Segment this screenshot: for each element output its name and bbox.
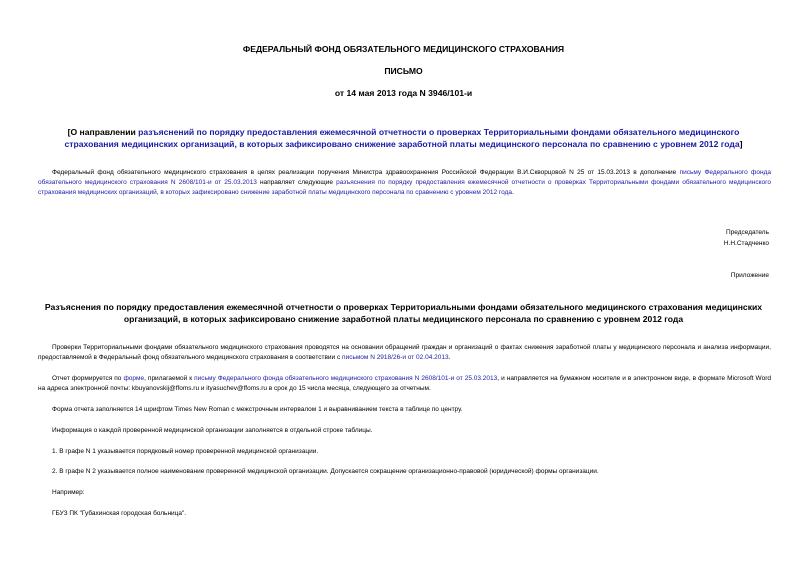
title-open: [О направлении: [67, 127, 139, 137]
org-heading: ФЕДЕРАЛЬНЫЙ ФОНД ОБЯЗАТЕЛЬНОГО МЕДИЦИНСКОГО СТРАХОВАНИЯ: [242, 44, 565, 54]
annex-line-rows: Информация о каждой проверенной медицинской организации заполняется в отдельной строке таблицы.: [52, 427, 373, 434]
intro-text-1: Федеральный фонд обязательного медицинского страхования в целях реализации поручения Министра здравоохранения Российской Федерации В.И.Скворцовой N 25 от 15.03.2013 в дополнение: [52, 169, 680, 176]
intro-paragraph: [38, 168, 771, 198]
annex-p1-text-b: .: [448, 354, 451, 361]
doc-type-heading: ПИСЬМО: [384, 66, 423, 76]
annex-label: Приложение: [730, 272, 769, 279]
annex-p2-text-a: Отчет формируется по: [52, 375, 124, 382]
intro-link-clarifications[interactable]: разъяснения по порядку предоставления ежемесячной отчетности о проверках Территориальными фондами обязательного медицинского страхования медицинских организаций, в которых зафиксировано снижение заработной платы медицинского персонала по сравнению с уровнем 2012 года: [38, 179, 771, 196]
signature-role: Председатель: [725, 229, 769, 236]
date-number-heading: от 14 мая 2013 года N 3946/101-и: [334, 88, 473, 98]
signature-name: Н.Н.Стадченко: [723, 240, 769, 247]
annex-paragraph-1: [38, 343, 771, 363]
annex-p1-text-a: Проверки Территориальными фондами обязательного медицинского страхования проводятся на основании обращений граждан и организаций о фактах снижения заработной платы у медицинского персонала и анализа информации, предоставляемой в Федеральный фонд обязательного медицинского страхования в соответствии с: [38, 344, 771, 361]
annex-p2-link-form[interactable]: форме: [123, 375, 145, 382]
annex-p2-text-b: , прилагаемой к: [144, 375, 195, 382]
annex-line-example: ГБУЗ ПК "Губахинская городская больница".: [52, 510, 187, 517]
annex-paragraph-2: [38, 374, 771, 394]
intro-link-letter[interactable]: письму Федерального фонда обязательного медицинского страхования N 2608/101-и от 25.03.2013: [38, 169, 772, 186]
annex-p1-link[interactable]: письмом N 2918/26-и от 02.04.2013: [342, 354, 449, 361]
letter-title: [40, 126, 767, 150]
annex-line-font: Форма отчета заполняется 14 шрифтом Times New Roman с межстрочным интервалом 1 и выравниванием текста в таблице по центру.: [52, 406, 463, 413]
title-close: ]: [739, 139, 743, 149]
title-link[interactable]: разъяснений по порядку предоставления ежемесячной отчетности о проверках Территориальными фондами обязательного медицинского страхования медицинских организаций, в которых зафиксировано снижение заработной платы медицинского персонала по сравнению с уровнем 2012 года: [64, 127, 740, 149]
annex-line-column-1: 1. В графе N 1 указывается порядковый номер проверенной медицинской организации.: [52, 448, 319, 455]
intro-text-2: направляет следующие: [256, 179, 337, 186]
intro-text-3: .: [512, 189, 514, 196]
annex-line-column-2: 2. В графе N 2 указывается полное наименование проверенной медицинской организации. Допускается сокращение организационно-правовой (юридической) формы организации.: [52, 468, 599, 475]
annex-title: Разъяснения по порядку предоставления ежемесячной отчетности о проверках Территориальными фондами обязательного медицинского страхования медицинских организаций, в которых зафиксировано снижение заработной платы медицинского персонала по сравнению с уровнем 2012 года: [44, 302, 763, 324]
annex-line-example-label: Например:: [52, 489, 85, 496]
annex-p2-link-letter[interactable]: письму Федерального фонда обязательного медицинского страхования N 2608/101-и от 25.03.2013: [194, 375, 498, 382]
annex-p2-text-c: , и направляется на бумажном носителе и в электронном виде, в формате Microsoft Word на адреса электронной почты: kbuyanovskij@ffoms.ru и ityasuchev@ffoms.ru в срок до 15 числа месяца, следующего за отчетным.: [38, 375, 771, 392]
